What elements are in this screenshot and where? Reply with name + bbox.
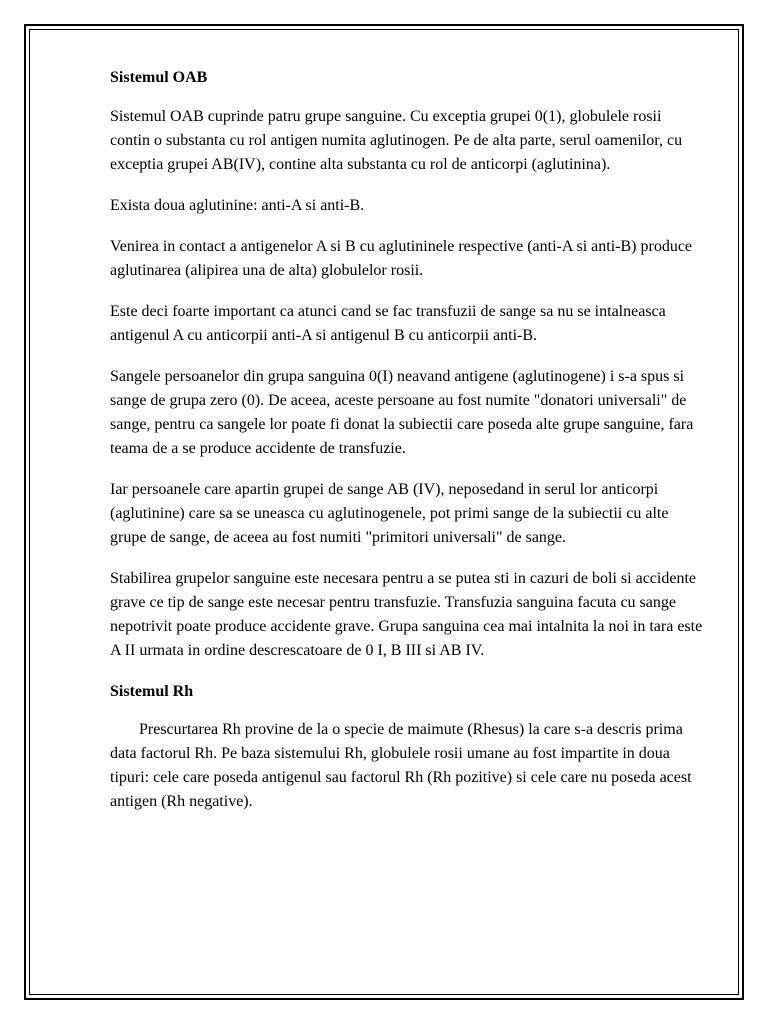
paragraph-universal-recipients: Iar persoanele care apartin grupei de sange AB (IV), neposedand in serul lor anticorpi (aglutinine) care sa se uneasca cu aglutinogenele, pot primi sange de la subiectii cu alte grupe de sange, de aceea au fost numiti "primitori universali" de sange. (110, 481, 669, 546)
paragraph-agglutinins: Exista doua aglutinine: anti-A si anti-B. (110, 197, 365, 214)
document-body (110, 66, 704, 831)
paragraph-universal-donors: Sangele persoanelor din grupa sanguina 0(I) neavand antigene (aglutinogene) i s-a spus si sange de grupa zero (0). De aceea, aceste persoane au fost numite "donatori universali" de sange, pentru ca sangele lor poate fi donat la subiectii care poseda alte grupe sanguine, fara teama de a se produce accidente de transfuzie. (110, 368, 694, 457)
paragraph-oab-intro: Sistemul OAB cuprinde patru grupe sanguine. Cu exceptia grupei 0(1), globulele rosii contin o substanta cu rol antigen numita aglutinogen. Pe de alta parte, serul oamenilor, cu exceptia grupei AB(IV), contine alta substanta cu rol de anticorpi (aglutinina). (110, 108, 683, 173)
paragraph-agglutination: Venirea in contact a antigenelor A si B cu aglutininele respective (anti-A si anti-B) produce aglutinarea (alipirea una de alta) globulelor rosii. (110, 238, 693, 279)
paragraph-blood-group-frequency: Stabilirea grupelor sanguine este necesara pentru a se putea sti in cazuri de boli si accidente grave ce tip de sange este necesar pentru transfuzie. Transfuzia sanguina facuta cu sange nepotrivit poate produce accidente grave. Grupa sanguina cea mai intalnita la noi in tara este A II urmata in ordine descrescatoare de 0 I, B III si AB IV. (110, 570, 703, 659)
paragraph-rh-system: Prescurtarea Rh provine de la o specie de maimute (Rhesus) la care s-a descris prima data factorul Rh. Pe baza sistemului Rh, globulele rosii umane au fost impartite in doua tipuri: cele care poseda antigenul sau factorul Rh (Rh pozitive) si cele care nu poseda acest antigen (Rh negative). (110, 721, 692, 810)
section-heading-oab: Sistemul OAB (110, 69, 208, 86)
paragraph-transfusion-importance: Este deci foarte important ca atunci cand se fac transfuzii de sange sa nu se intalneasca antigenul A cu anticorpii anti-A si antigenul B cu anticorpii anti-B. (110, 303, 666, 344)
section-heading-rh: Sistemul Rh (110, 683, 194, 700)
